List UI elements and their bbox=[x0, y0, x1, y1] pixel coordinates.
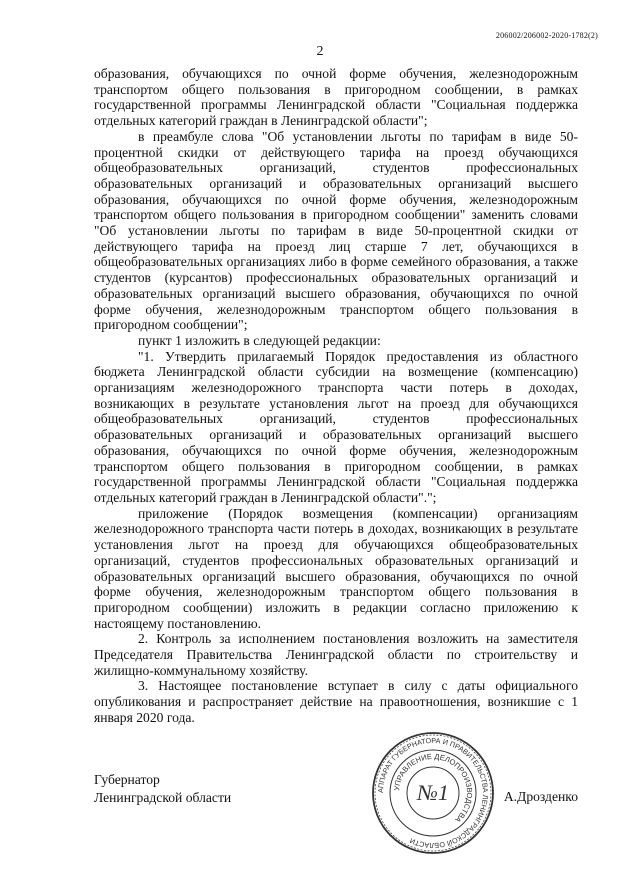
paragraph: образования, обучающихся по очной форме обучения, железнодорожным транспортом общего пользования в пригородном сообщении, в рамках государственной программы Ленинградской области "Социальная поддержка отдельных категорий граждан в Ленинградской области"; bbox=[94, 66, 578, 129]
paragraph: "1. Утвердить прилагаемый Порядок предоставления из областного бюджета Ленинградской области субсидии на возмещение (компенсацию) организациям железнодорожного транспорта части потерь в доходах, возникающих в результате установления льгот на проезд для обучающихся общеобразовательных организаций, студентов профессиональных образовательных организаций и образовательных организаций высшего образования, обучающихся по очной форме обучения, железнодорожным транспортом общего пользования в пригородном сообщении, в рамках государственной программы Ленинградской области "Социальная поддержка отдельных категорий граждан в Ленинградской области"."; bbox=[94, 348, 578, 505]
paragraph: приложение (Порядок возмещения (компенсации) организациям железнодорожного транспорта части потерь в доходах, возникающих в результате установления льгот на проезд для обучающихся общеобразовательных организаций, студентов профессиональных образовательных организаций и образовательных организаций высшего образования, обучающихся по очной форме обучения, железнодорожным транспортом общего пользования в пригородном сообщении) изложить в редакции согласно приложению к настоящему постановлению. bbox=[94, 505, 578, 631]
official-seal bbox=[370, 730, 496, 856]
signatory-region: Ленинградской области bbox=[94, 790, 232, 805]
signature-block bbox=[94, 771, 231, 807]
paragraph: пункт 1 изложить в следующей редакции: bbox=[138, 332, 381, 348]
paragraph: 3. Настоящее постановление вступает в силу с даты официального опубликования и распространяет действие на правоотношения, возникшие с 1 января 2020 года. bbox=[94, 678, 578, 725]
signatory-name: А.Дрозденко bbox=[503, 789, 578, 804]
signatory-title: Губернатор bbox=[94, 772, 160, 787]
paragraph: в преамбуле слова "Об установлении льготы по тарифам в виде 50-процентной скидки от действующего тарифа на проезд обучающихся общеобразовательных организаций, студентов профессиональных образовательных организаций и образовательных организаций высшего образования, обучающихся по очной форме обучения, железнодорожным транспортом общего пользования в пригородном сообщении" заменить словами "Об установлении льготы по тарифам в виде 50-процентной скидки от действующего тарифа на проезд лиц старше 7 лет, обучающихся в общеобразовательных организациях либо в форме семейного образования, а также студентов (курсантов) профессиональных образовательных организаций и образовательных организаций высшего образования, обучающихся по очной форме обучения, железнодорожным транспортом общего пользования в пригородном сообщении"; bbox=[94, 128, 578, 333]
document-body bbox=[94, 66, 578, 726]
seal-outer-text: АППАРАТ ГУБЕРНАТОРА И ПРАВИТЕЛЬСТВА ЛЕНИНГРАДСКОЙ ОБЛАСТИ bbox=[375, 735, 491, 851]
seal-number: №1 bbox=[417, 780, 449, 805]
paragraph: 2. Контроль за исполнением постановления возложить на заместителя Председателя Правительства Ленинградской области по строительству и жилищно-коммунальному хозяйству. bbox=[94, 631, 578, 678]
page-number: 2 bbox=[316, 44, 324, 59]
doc-number: 206002/206002-2020-1782(2) bbox=[495, 31, 598, 40]
seal-inner-text: УПРАВЛЕНИЕ ДЕЛОПРОИЗВОДСТВА bbox=[392, 751, 475, 825]
